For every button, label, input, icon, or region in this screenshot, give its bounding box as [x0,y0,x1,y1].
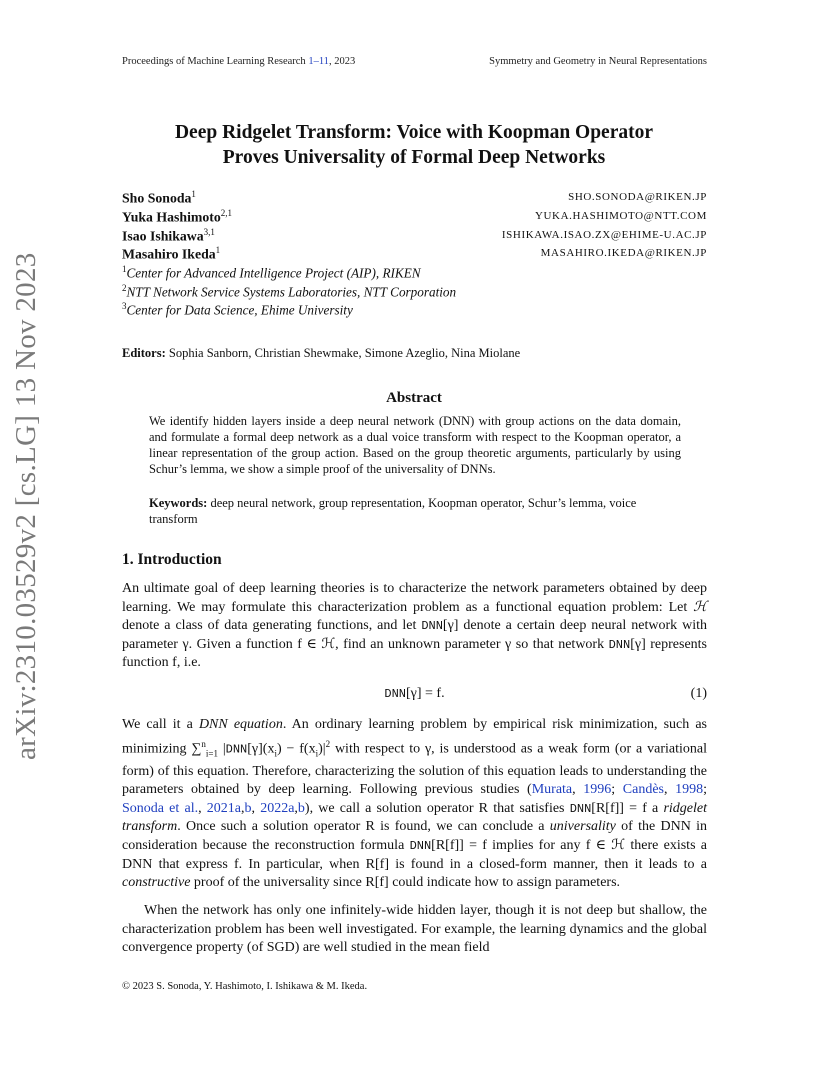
equation-1-number: (1) [690,686,707,701]
equation-1-body: DNN[γ] = f. [384,686,445,701]
citation-link[interactable]: Sonoda et al. [122,800,199,816]
affiliation: $^1$Center for Advanced Intelligence Project (AIP), RIKEN [122,264,421,281]
abstract-heading: Abstract [386,390,442,406]
running-head-pages-link[interactable]: 1–11 [308,56,329,67]
citation-link[interactable]: b [297,800,305,816]
intro-paragraph-3: When the network has only one infinitely-wide hidden layer, though it is not deep but shallow, the characterization problem has been well investigated. For example, the learning dynamics and the global convergence property (of SGD) are well studied in the mean field [122,903,707,956]
author-email: YUKA.HASHIMOTO@NTT.COM [534,210,707,222]
abstract-text: We identify hidden layers inside a deep neural network (DNN) with group actions on the data domain, and formulate a formal deep network as a dual voice transform with respect to the Koopman operator, a linear representation of the group action. Based on the group theoretic arguments, particularly by using Schur’s lemma, we show a simple proof of the universality of DNNs. [149,414,681,476]
equation-1 [122,686,707,706]
author-email: MASAHIRO.IKEDA@RIKEN.JP [540,247,707,259]
running-head-left [122,56,355,67]
running-head-right: Symmetry and Geometry in Neural Representations [489,56,707,67]
editors-label: Editors: [122,346,166,360]
intro-paragraph-2: We call it a DNN equation. An ordinary learning problem by empirical risk minimization, such as minimizing ∑$^n_{i=1}$ $|DNN[\gamma](x_i) - f(x_i)|^2$ with respect to γ, is understood as a weak form (or a variational form) of this equation. Therefore, characterizing the solution of this equation leads to understanding the parameters obtained by deep learning. Following previous studies (Murata, 1996; Candès, 1998; Sonoda et al., 2021a,b, 2022a,b), we call a solution operator R that satisfies DNN[R[f]] = f a ridgelet transform. Once such a solution operator R is found, we can conclude a universality of the DNN in consideration because the reconstruction formula DNN[R[f]] = f implies for any f ∈ ℋ there exists a DNN that express f. In particular, when R[f] is found in a closed-form manner, then it leads to a constructive proof of the universality since R[f] could indicate how to assign parameters. [122,717,708,891]
citation-link[interactable]: b [244,800,252,816]
author-email: ISHIKAWA.ISAO.ZX@EHIME-U.AC.JP [501,229,707,241]
author-row [122,227,707,247]
keywords-text: deep neural network, group representation, Koopman operator, Schur’s lemma, voice transform [149,496,637,526]
section-heading-introduction: 1. Introduction [122,551,222,568]
paper-title-line-2: Proves Universality of Formal Deep Networks [222,147,606,168]
citation-link[interactable]: 1998 [675,782,704,798]
arxiv-identifier: arXiv:2310.03529v2 [cs.LG] 13 Nov 2023 [10,252,42,760]
author-email: SHO.SONODA@RIKEN.JP [568,191,707,203]
editors-names: Sophia Sanborn, Christian Shewmake, Simone Azeglio, Nina Miolane [165,346,521,360]
citation-link[interactable]: Candès [622,782,664,798]
author-row [122,245,707,265]
author-name: Sho Sonoda$^1$ [122,189,196,206]
running-head-year: , 2023 [328,56,356,67]
editors-line [122,346,520,361]
affiliation: $^3$Center for Data Science, Ehime University [122,301,353,318]
paper-title-line-1: Deep Ridgelet Transform: Voice with Koopman Operator [174,122,654,143]
author-name: Masahiro Ikeda$^1$ [122,245,221,262]
copyright-notice: © 2023 S. Sonoda, Y. Hashimoto, I. Ishikawa & M. Ikeda. [122,981,368,992]
running-head-venue: Proceedings of Machine Learning Research [122,56,309,67]
author-name: Isao Ishikawa$^{3,1}$ [122,227,215,244]
citation-link[interactable]: 1996 [583,782,612,798]
keywords [149,495,681,527]
author-row [122,208,707,228]
author-name: Yuka Hashimoto$^{2,1}$ [122,208,233,225]
intro-paragraph-1: An ultimate goal of deep learning theories is to characterize the network parameters obtained by deep learning. We may formulate this characterization problem as a functional equation problem: Let ℋ denote a class of data generating functions, and let DNN[γ] denote a certain deep neural network with parameter γ. Given a function f ∈ ℋ, find an unknown parameter γ so that network DNN[γ] represents function f, i.e. [122,581,707,671]
affiliation: $^2$NTT Network Service Systems Laboratories, NTT Corporation [122,283,457,300]
citation-link[interactable]: 2021a [206,800,241,816]
citation-link[interactable]: Murata [531,782,573,798]
paper-title [100,120,728,170]
citation-link[interactable]: 2022a [260,800,295,816]
author-row [122,189,707,209]
keywords-label: Keywords: [149,496,208,510]
